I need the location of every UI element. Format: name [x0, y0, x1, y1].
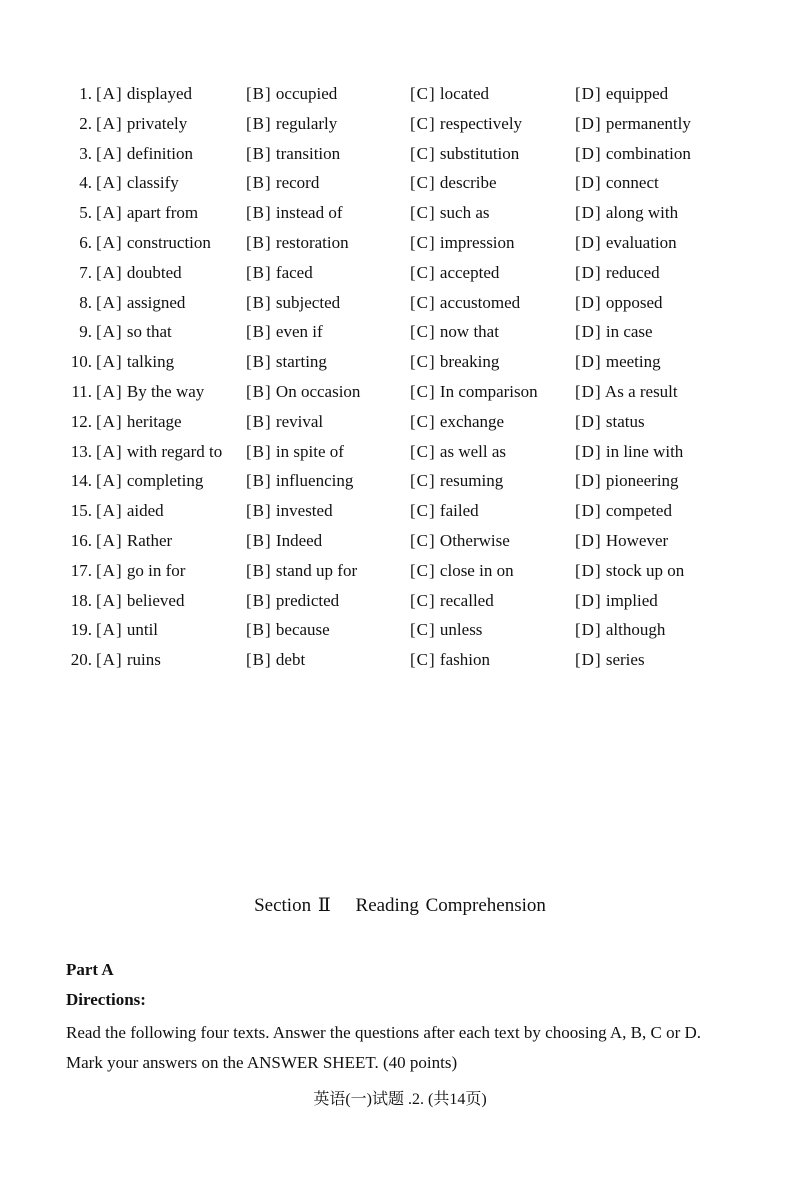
option-letter: [A] [96, 143, 123, 163]
question-number: 6. [79, 232, 92, 252]
option-text: unless [439, 620, 483, 640]
option-text: resuming [439, 471, 504, 491]
option-text: heritage [126, 411, 182, 431]
question-number: 19. [70, 620, 92, 640]
option-letter: [A] [96, 232, 123, 252]
option-letter: [C] [410, 113, 436, 133]
question-number: 10. [70, 352, 92, 372]
option-text: reduced [605, 262, 660, 282]
option-d [575, 79, 668, 109]
option-a [96, 228, 211, 258]
option-text: occupied [275, 84, 338, 103]
option-b [246, 377, 360, 407]
option-b [246, 615, 330, 645]
question-row [0, 615, 800, 645]
option-d [575, 317, 653, 347]
option-text: On occasion [275, 381, 361, 401]
option-b [246, 466, 353, 496]
option-text: equipped [605, 84, 669, 103]
option-letter: [D] [575, 232, 602, 252]
option-text: influencing [275, 471, 354, 491]
question-row [0, 198, 800, 228]
option-a [96, 198, 198, 228]
option-c [410, 556, 514, 586]
option-letter: [C] [410, 560, 436, 580]
option-letter: [A] [96, 501, 123, 521]
option-letter: [D] [575, 560, 602, 580]
option-a [96, 139, 193, 169]
question-row [0, 347, 800, 377]
option-text: displayed [126, 84, 193, 103]
option-text: transition [275, 143, 341, 163]
option-letter: [D] [575, 143, 602, 163]
option-d [575, 407, 645, 437]
option-letter: [A] [96, 381, 123, 401]
option-text: believed [126, 590, 185, 610]
option-a [96, 79, 192, 109]
option-text: status [605, 411, 645, 431]
option-letter: [B] [246, 232, 272, 252]
option-d [575, 198, 678, 228]
question-row [0, 496, 800, 526]
option-a [96, 347, 174, 377]
option-d [575, 615, 665, 645]
option-c [410, 496, 479, 526]
option-c [410, 79, 489, 109]
option-letter: [B] [246, 560, 272, 580]
directions-text: Read the following four texts. Answer the questions after each text by choosing A, B, C or D. Mark your answers on the ANSWER SHEET. (40 points) [66, 1023, 702, 1072]
option-text: exchange [439, 411, 505, 431]
option-letter: [C] [410, 173, 436, 193]
option-a [96, 288, 185, 318]
option-text: connect [605, 173, 659, 193]
option-a [96, 437, 222, 467]
question-number: 8. [79, 292, 92, 312]
option-c [410, 288, 520, 318]
option-letter: [C] [410, 501, 436, 521]
option-b [246, 645, 305, 675]
question-number: 11. [71, 381, 92, 401]
option-text: construction [126, 232, 211, 252]
option-b [246, 288, 340, 318]
option-letter: [D] [575, 322, 602, 342]
option-text: accepted [439, 262, 500, 282]
option-c [410, 526, 510, 556]
option-letter: [B] [246, 650, 272, 670]
question-number: 16. [70, 530, 92, 550]
option-letter: [A] [96, 620, 123, 640]
page-footer: 英语(一)试题 .2. (共14页) [313, 1091, 487, 1108]
option-d [575, 466, 679, 496]
option-letter: [D] [575, 113, 602, 133]
option-b [246, 317, 323, 347]
option-letter: [A] [96, 113, 123, 133]
option-text: located [439, 84, 490, 103]
option-a [96, 645, 161, 675]
option-letter: [C] [410, 322, 436, 342]
option-c [410, 317, 499, 347]
option-text: restoration [275, 232, 349, 252]
option-b [246, 437, 344, 467]
option-c [410, 139, 519, 169]
option-text: meeting [605, 352, 661, 372]
option-a [96, 317, 172, 347]
option-text: combination [605, 143, 691, 163]
question-row [0, 556, 800, 586]
option-letter: [B] [246, 262, 272, 282]
option-text: invested [275, 501, 333, 521]
option-text: classify [126, 173, 179, 193]
question-number: 12. [70, 411, 92, 431]
option-letter: [B] [246, 84, 272, 103]
option-letter: [A] [96, 471, 123, 491]
option-text: debt [275, 650, 306, 670]
question-number: 13. [70, 441, 92, 461]
option-d [575, 347, 661, 377]
option-d [575, 109, 691, 139]
question-number: 5. [79, 203, 92, 223]
option-letter: [C] [410, 650, 436, 670]
option-d [575, 586, 658, 616]
option-b [246, 258, 313, 288]
question-number: 2. [79, 113, 92, 133]
option-text: series [605, 650, 645, 670]
option-text: In comparison [439, 381, 538, 401]
option-letter: [A] [96, 203, 123, 223]
option-letter: [C] [410, 381, 436, 401]
question-number: 9. [79, 322, 92, 342]
option-letter: [D] [575, 501, 602, 521]
option-text: doubted [126, 262, 182, 282]
question-row [0, 466, 800, 496]
option-c [410, 615, 482, 645]
option-letter: [D] [575, 411, 602, 431]
question-row [0, 317, 800, 347]
option-text: predicted [275, 590, 340, 610]
option-b [246, 526, 322, 556]
part-heading: Part A [66, 960, 114, 979]
question-row [0, 258, 800, 288]
option-letter: [A] [96, 560, 123, 580]
option-d [575, 645, 645, 675]
option-letter: [B] [246, 143, 272, 163]
option-letter: [D] [575, 84, 602, 103]
option-text: definition [126, 143, 193, 163]
option-letter: [C] [410, 232, 436, 252]
option-letter: [C] [410, 411, 436, 431]
question-row [0, 168, 800, 198]
option-text: although [605, 620, 666, 640]
question-number: 4. [79, 173, 92, 193]
option-letter: [B] [246, 620, 272, 640]
question-row [0, 526, 800, 556]
option-c [410, 586, 494, 616]
option-text: respectively [439, 113, 523, 133]
option-letter: [C] [410, 352, 436, 372]
question-row [0, 586, 800, 616]
option-letter: [A] [96, 441, 123, 461]
option-b [246, 586, 339, 616]
option-d [575, 258, 660, 288]
section-numeral: Ⅱ [317, 895, 331, 916]
option-letter: [A] [96, 262, 123, 282]
option-c [410, 645, 490, 675]
option-text: Indeed [275, 530, 323, 550]
option-text: evaluation [605, 232, 677, 252]
option-letter: [D] [575, 620, 602, 640]
option-d [575, 437, 683, 467]
option-text: faced [275, 262, 313, 282]
option-text: now that [439, 322, 499, 342]
option-letter: [D] [575, 292, 602, 312]
option-letter: [A] [96, 173, 123, 193]
option-text: stand up for [275, 560, 358, 580]
option-letter: [D] [575, 381, 602, 401]
option-letter: [C] [410, 590, 436, 610]
option-letter: [C] [410, 471, 436, 491]
option-d [575, 496, 672, 526]
option-letter: [D] [575, 530, 602, 550]
option-d [575, 526, 668, 556]
question-row [0, 377, 800, 407]
option-text: apart from [126, 203, 199, 223]
option-text: subjected [275, 292, 341, 312]
option-c [410, 437, 506, 467]
directions-label: Directions: [66, 990, 146, 1009]
option-letter: [B] [246, 411, 272, 431]
option-text: with regard to [126, 441, 223, 461]
option-letter: [D] [575, 441, 602, 461]
option-letter: [D] [575, 173, 602, 193]
option-c [410, 228, 515, 258]
option-a [96, 109, 187, 139]
option-letter: [B] [246, 292, 272, 312]
option-c [410, 347, 499, 377]
option-letter: [C] [410, 203, 436, 223]
option-text: substitution [439, 143, 520, 163]
question-row [0, 228, 800, 258]
option-a [96, 586, 184, 616]
option-b [246, 198, 343, 228]
option-b [246, 139, 340, 169]
option-a [96, 526, 172, 556]
option-a [96, 377, 204, 407]
option-letter: [A] [96, 292, 123, 312]
option-text: along with [605, 203, 679, 223]
option-d [575, 139, 691, 169]
question-number: 7. [79, 262, 92, 282]
option-text: in case [605, 322, 653, 342]
option-letter: [B] [246, 113, 272, 133]
option-c [410, 258, 499, 288]
option-letter: [D] [575, 262, 602, 282]
option-text: assigned [126, 292, 186, 312]
option-text: recalled [439, 590, 494, 610]
option-text: revival [275, 411, 324, 431]
option-letter: [A] [96, 650, 123, 670]
option-d [575, 377, 678, 407]
option-letter: [D] [575, 590, 602, 610]
option-text: describe [439, 173, 497, 193]
option-text: in line with [605, 441, 684, 461]
section-title [0, 894, 800, 917]
option-d [575, 228, 677, 258]
option-letter: [B] [246, 173, 272, 193]
option-text: such as [439, 203, 490, 223]
option-text: pioneering [605, 471, 679, 491]
question-row [0, 109, 800, 139]
option-letter: [D] [575, 352, 602, 372]
option-letter: [D] [575, 471, 602, 491]
option-text: breaking [439, 352, 500, 372]
option-letter: [A] [96, 530, 123, 550]
option-letter: [B] [246, 471, 272, 491]
option-text: talking [126, 352, 175, 372]
option-letter: [B] [246, 441, 272, 461]
option-text: competed [605, 501, 672, 521]
option-text: implied [605, 590, 658, 610]
option-letter: [A] [96, 84, 123, 103]
option-a [96, 615, 158, 645]
question-number: 18. [70, 590, 92, 610]
option-letter: [B] [246, 381, 272, 401]
option-letter: [C] [410, 441, 436, 461]
option-letter: [B] [246, 530, 272, 550]
question-number: 15. [70, 501, 92, 521]
option-text: even if [275, 322, 323, 342]
option-letter: [C] [410, 84, 436, 103]
option-letter: [C] [410, 620, 436, 640]
question-number: 1. [79, 84, 92, 103]
option-text: opposed [605, 292, 663, 312]
option-text: failed [439, 501, 479, 521]
option-b [246, 109, 337, 139]
option-letter: [A] [96, 322, 123, 342]
question-number: 17. [70, 560, 92, 580]
option-letter: [B] [246, 590, 272, 610]
option-d [575, 288, 663, 318]
question-row [0, 437, 800, 467]
option-letter: [C] [410, 143, 436, 163]
option-text: stock up on [605, 560, 685, 580]
question-number: 3. [79, 143, 92, 163]
option-letter: [A] [96, 352, 123, 372]
option-text: record [275, 173, 320, 193]
option-text: permanently [605, 113, 691, 133]
option-letter: [B] [246, 501, 272, 521]
option-text: As a result [604, 381, 678, 401]
option-text: starting [275, 352, 327, 372]
option-b [246, 556, 357, 586]
option-a [96, 258, 182, 288]
option-letter: [B] [246, 322, 272, 342]
option-c [410, 109, 522, 139]
option-letter: [D] [575, 650, 602, 670]
option-text: However [605, 530, 669, 550]
option-text: Otherwise [439, 530, 510, 550]
option-text: impression [439, 232, 515, 252]
option-letter: [A] [96, 590, 123, 610]
option-a [96, 496, 164, 526]
option-text: so that [126, 322, 172, 342]
option-text: By the way [126, 381, 205, 401]
option-c [410, 466, 503, 496]
option-text: go in for [126, 560, 186, 580]
option-a [96, 168, 179, 198]
option-text: aided [126, 501, 164, 521]
option-letter: [A] [96, 411, 123, 431]
option-letter: [B] [246, 203, 272, 223]
option-text: accustomed [439, 292, 521, 312]
option-letter: [D] [575, 203, 602, 223]
option-a [96, 407, 182, 437]
option-letter: [C] [410, 262, 436, 282]
question-row [0, 139, 800, 169]
option-text: as well as [439, 441, 507, 461]
option-c [410, 407, 504, 437]
option-c [410, 377, 538, 407]
option-d [575, 556, 684, 586]
question-row [0, 288, 800, 318]
option-c [410, 168, 497, 198]
option-text: in spite of [275, 441, 344, 461]
option-text: until [126, 620, 159, 640]
option-b [246, 168, 319, 198]
answer-options [0, 79, 800, 675]
option-a [96, 556, 185, 586]
question-row [0, 79, 800, 109]
section-label: Section [254, 895, 312, 916]
section-name: Reading Comprehension [355, 895, 546, 916]
option-b [246, 228, 349, 258]
option-d [575, 168, 659, 198]
option-text: regularly [275, 113, 338, 133]
option-text: because [275, 620, 330, 640]
option-letter: [B] [246, 352, 272, 372]
option-text: Rather [126, 530, 173, 550]
question-row [0, 645, 800, 675]
option-letter: [C] [410, 292, 436, 312]
option-b [246, 347, 327, 377]
option-text: privately [126, 113, 188, 133]
option-b [246, 407, 323, 437]
option-text: ruins [126, 650, 161, 670]
option-letter: [C] [410, 530, 436, 550]
option-text: instead of [275, 203, 343, 223]
option-c [410, 198, 490, 228]
question-row [0, 407, 800, 437]
option-text: fashion [439, 650, 490, 670]
option-b [246, 496, 333, 526]
option-b [246, 79, 337, 109]
question-number: 14. [70, 471, 92, 491]
option-text: close in on [439, 560, 514, 580]
option-a [96, 466, 203, 496]
option-text: completing [126, 471, 204, 491]
question-number: 20. [70, 650, 92, 670]
